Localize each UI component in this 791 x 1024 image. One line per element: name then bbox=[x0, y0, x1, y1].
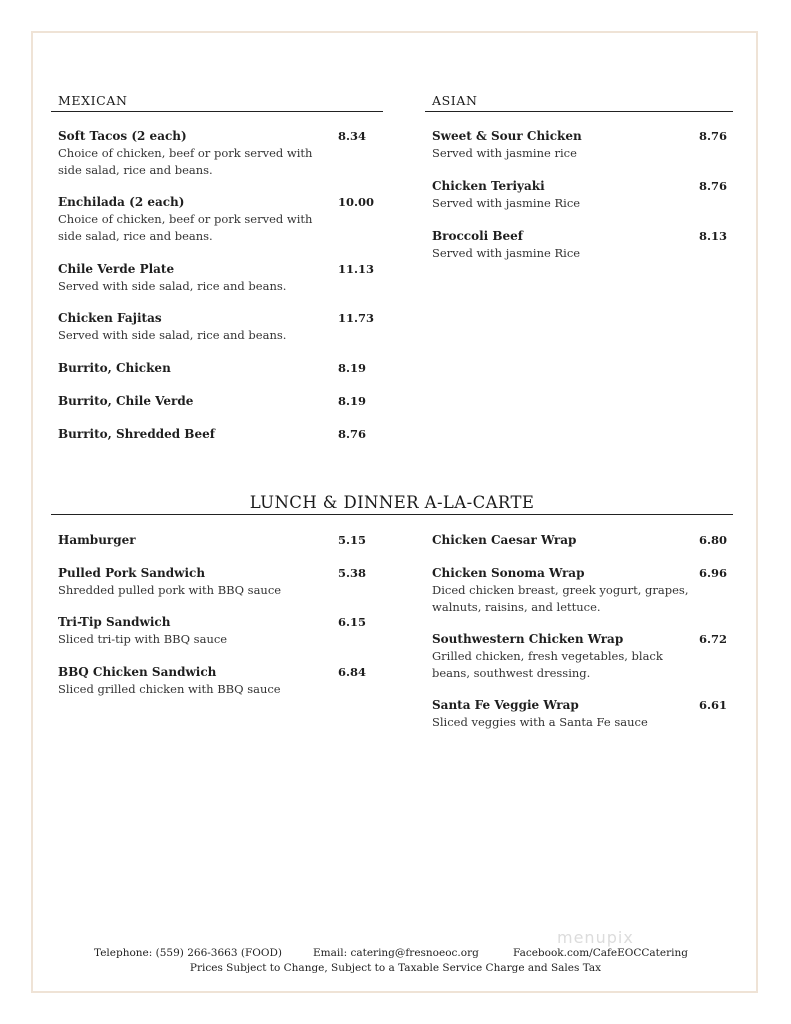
menu-item bbox=[58, 614, 328, 648]
item-price: 6.80 bbox=[699, 533, 728, 547]
item-name: Sweet & Sour Chicken bbox=[432, 129, 582, 143]
item-name: Tri-Tip Sandwich bbox=[58, 615, 171, 629]
section-title-asian: ASIAN bbox=[425, 93, 733, 112]
item-description: Served with jasmine Rice bbox=[432, 246, 581, 260]
item-name: BBQ Chicken Sandwich bbox=[58, 665, 217, 679]
item-description: Sliced veggies with a Santa Fe sauce bbox=[432, 715, 648, 729]
item-name: Santa Fe Veggie Wrap bbox=[432, 698, 579, 712]
menu-item bbox=[58, 565, 328, 599]
item-name: Burrito, Shredded Beef bbox=[58, 427, 215, 441]
item-name: Broccoli Beef bbox=[432, 229, 523, 243]
item-price: 10.00 bbox=[338, 195, 375, 209]
item-name: Southwestern Chicken Wrap bbox=[432, 632, 624, 646]
item-name: Chicken Sonoma Wrap bbox=[432, 566, 585, 580]
item-name: Burrito, Chicken bbox=[58, 361, 171, 375]
menupix-watermark: menupix bbox=[557, 928, 634, 947]
menu-item bbox=[58, 310, 328, 344]
item-name: Chicken Teriyaki bbox=[432, 179, 545, 193]
footer-email: Email: catering@fresnoeoc.org bbox=[313, 947, 479, 959]
item-name: Chicken Fajitas bbox=[58, 311, 162, 325]
item-description: Sliced tri-tip with BBQ sauce bbox=[58, 632, 228, 646]
item-description: Choice of chicken, beef or pork served with side salad, rice and beans. bbox=[58, 146, 313, 177]
menu-item bbox=[432, 228, 692, 262]
item-price: 8.76 bbox=[699, 179, 728, 193]
item-name: Pulled Pork Sandwich bbox=[58, 566, 206, 580]
item-name: Burrito, Chile Verde bbox=[58, 394, 194, 408]
item-name: Chicken Caesar Wrap bbox=[432, 533, 577, 547]
menu-item bbox=[432, 532, 694, 549]
footer-telephone: Telephone: (559) 266-3663 (FOOD) bbox=[94, 947, 282, 959]
item-price: 11.13 bbox=[338, 262, 375, 276]
footer-facebook: Facebook.com/CafeEOCCatering bbox=[513, 947, 688, 959]
menu-item bbox=[58, 194, 328, 244]
footer-note: Prices Subject to Change, Subject to a Taxable Service Charge and Sales Tax bbox=[189, 962, 602, 974]
menu-item bbox=[432, 697, 694, 731]
item-description: Served with side salad, rice and beans. bbox=[58, 279, 287, 293]
item-description: Choice of chicken, beef or pork served with side salad, rice and beans. bbox=[58, 212, 313, 243]
item-price: 6.61 bbox=[699, 698, 728, 712]
menu-item bbox=[432, 631, 694, 681]
item-price: 8.19 bbox=[338, 394, 367, 408]
item-description: Served with jasmine Rice bbox=[432, 196, 581, 210]
item-description: Served with side salad, rice and beans. bbox=[58, 328, 287, 342]
item-price: 6.15 bbox=[338, 615, 367, 629]
item-price: 8.76 bbox=[338, 427, 367, 441]
item-price: 8.19 bbox=[338, 361, 367, 375]
menu-item bbox=[432, 128, 692, 162]
menu-item bbox=[58, 426, 328, 443]
item-price: 6.96 bbox=[699, 566, 728, 580]
menu-item bbox=[58, 664, 328, 698]
menu-item bbox=[58, 128, 328, 178]
item-name: Chile Verde Plate bbox=[58, 262, 175, 276]
item-price: 6.84 bbox=[338, 665, 367, 679]
section-title-mexican: MEXICAN bbox=[51, 93, 383, 112]
item-name: Soft Tacos (2 each) bbox=[58, 129, 187, 143]
menu-item bbox=[58, 261, 328, 295]
item-description: Served with jasmine rice bbox=[432, 146, 577, 160]
item-price: 5.38 bbox=[338, 566, 367, 580]
item-price: 8.13 bbox=[699, 229, 728, 243]
menu-item bbox=[432, 565, 694, 615]
section-title-alacarte: LUNCH & DINNER A-LA-CARTE bbox=[51, 493, 733, 515]
menu-item bbox=[58, 532, 328, 549]
item-price: 8.34 bbox=[338, 129, 367, 143]
menu-item bbox=[432, 178, 692, 212]
item-name: Enchilada (2 each) bbox=[58, 195, 185, 209]
menu-item bbox=[58, 393, 328, 410]
item-name: Hamburger bbox=[58, 533, 136, 547]
item-price: 8.76 bbox=[699, 129, 728, 143]
item-price: 5.15 bbox=[338, 533, 367, 547]
menu-item bbox=[58, 360, 328, 377]
item-description: Sliced grilled chicken with BBQ sauce bbox=[58, 682, 281, 696]
item-description: Shredded pulled pork with BBQ sauce bbox=[58, 583, 282, 597]
item-price: 11.73 bbox=[338, 311, 375, 325]
item-price: 6.72 bbox=[699, 632, 728, 646]
item-description: Diced chicken breast, greek yogurt, grapes, walnuts, raisins, and lettuce. bbox=[432, 583, 689, 614]
item-description: Grilled chicken, fresh vegetables, black beans, southwest dressing. bbox=[432, 649, 663, 680]
